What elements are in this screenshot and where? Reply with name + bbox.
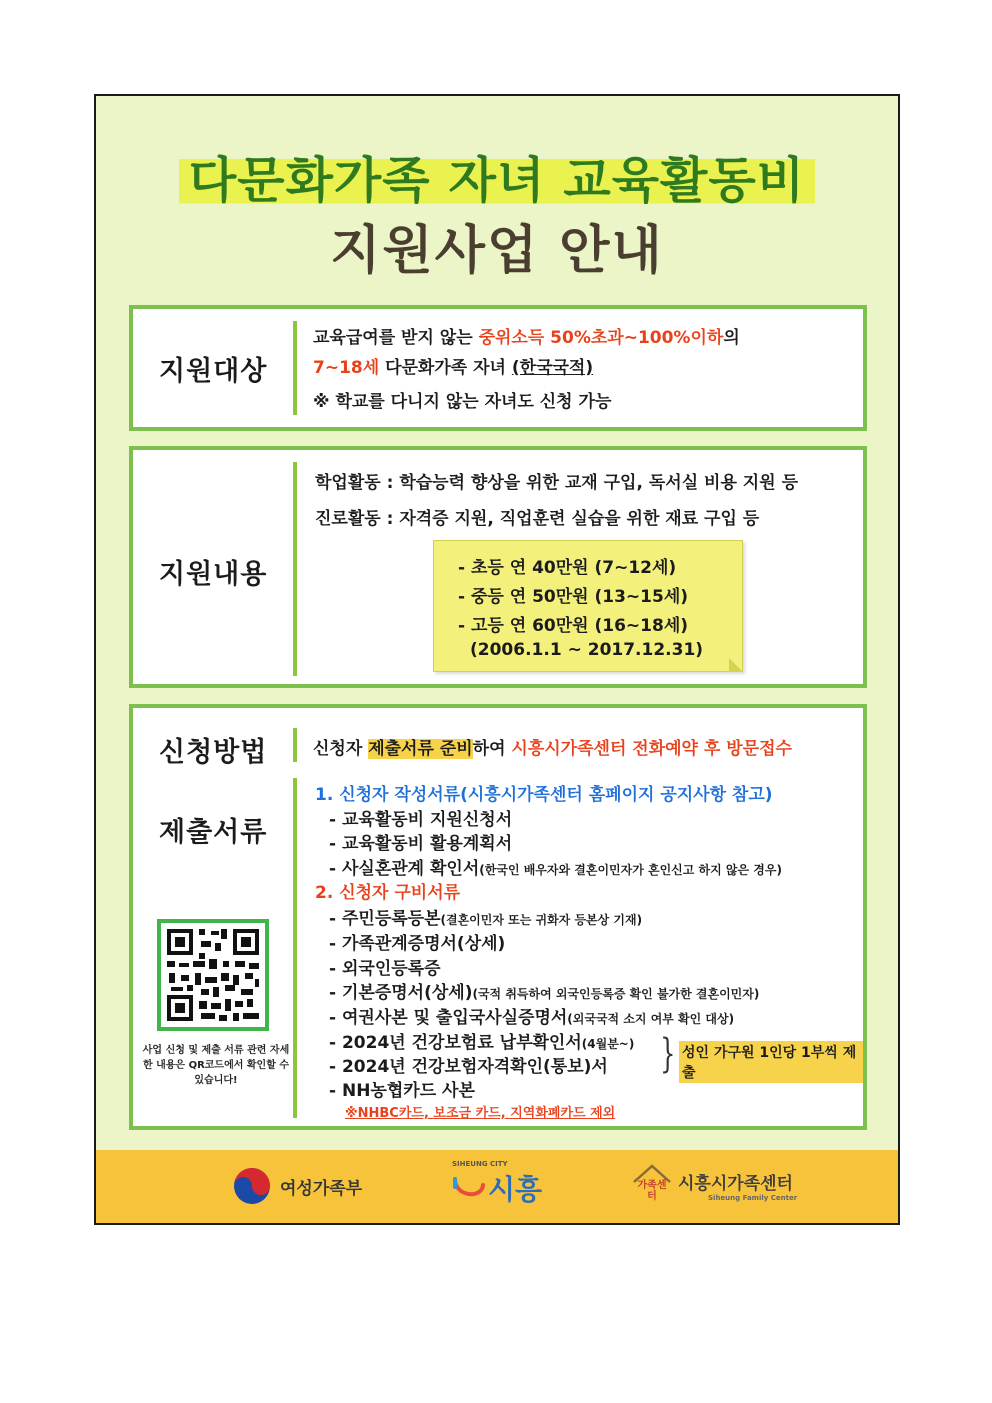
doc-item: - NH농협카드 사본	[329, 1081, 475, 1101]
divider	[293, 321, 297, 415]
doc-item: - 가족관계증명서(상세)	[329, 934, 506, 954]
qr-code-image	[161, 923, 265, 1027]
brace: }	[660, 1031, 676, 1077]
target-line1: 교육급여를 받지 않는 중위소득 50%초과~100%이하의	[313, 328, 740, 348]
birth-range: (2006.1.1 ~ 2017.12.31)	[470, 640, 704, 660]
city-smile-icon	[452, 1173, 486, 1203]
method-text: 신청자 제출서류 준비하여 시흥시가족센터 전화예약 후 방문접수	[313, 739, 792, 759]
title-line2: 지원사업 안내	[330, 221, 664, 281]
amount-elementary: - 초등 연 40만원 (7~12세)	[458, 558, 677, 578]
content-line2: 진로활동 : 자격증 지원, 직업훈련 실습을 위한 재료 구입 등	[315, 509, 760, 529]
doc-item: - 여권사본 및 출입국사실증명서(외국국적 소지 여부 확인 대상)	[329, 1008, 735, 1028]
amount-note	[433, 540, 743, 672]
center-name: 시흥시가족센터	[678, 1173, 793, 1194]
docs-section1-title: 1. 신청자 작성서류(시흥시가족센터 홈페이지 공지사항 참고)	[315, 785, 773, 805]
apply-panel	[129, 704, 867, 1130]
docs-section2-title: 2. 신청자 구비서류	[315, 883, 461, 903]
content-label: 지원내용	[159, 559, 268, 590]
taegeuk-icon	[232, 1166, 272, 1206]
amount-middle: - 중등 연 50만원 (13~15세)	[458, 587, 689, 607]
doc-item: - 교육활동비 지원신청서	[329, 810, 513, 830]
card-exclusion-note: ※NHBC카드, 보조금 카드, 지역화폐카드 제외	[345, 1106, 616, 1121]
target-panel	[129, 305, 867, 431]
city-name: 시흥	[488, 1173, 543, 1206]
poster	[94, 94, 900, 1225]
content-panel	[129, 446, 867, 688]
divider	[293, 462, 297, 676]
docs-label: 제출서류	[159, 817, 268, 848]
doc-item: - 주민등록등본(결혼이민자 또는 귀화자 등본상 기재)	[329, 909, 643, 929]
doc-item: - 2024년 건강보험료 납부확인서(4월분~)	[329, 1033, 635, 1053]
doc-item: - 교육활동비 활용계획서	[329, 834, 513, 854]
method-label: 신청방법	[159, 737, 268, 768]
ministry-logo	[232, 1166, 362, 1206]
doc-item: - 외국인등록증	[329, 959, 441, 979]
note-fold	[729, 658, 743, 672]
city-logo-small: SIHEUNG CITY	[452, 1160, 508, 1168]
doc-item: - 2024년 건강보험자격확인(통보)서	[329, 1057, 608, 1077]
house-icon-text: 가족센터	[637, 1180, 667, 1202]
footer	[96, 1150, 898, 1225]
house-icon	[630, 1162, 674, 1208]
qr-code[interactable]	[157, 919, 269, 1031]
content-line1: 학업활동 : 학습능력 향상을 위한 교재 구입, 독서실 비용 지원 등	[315, 473, 798, 493]
divider	[293, 778, 297, 1118]
qr-caption: 사업 신청 및 제출 서류 관련 자세한 내용은 QR코드에서 확인할 수 있습니다!	[142, 1045, 290, 1086]
target-label: 지원대상	[159, 356, 268, 387]
target-line2: 7~18세 다문화가족 자녀 (한국국적)	[313, 358, 594, 378]
title-line1: 다문화가족 자녀 교육활동비	[96, 142, 898, 212]
ministry-name: 여성가족부	[280, 1178, 363, 1199]
doc-item: - 사실혼관계 확인서(한국인 배우자와 결혼이민자가 혼인신고 하지 않은 경우)	[329, 859, 782, 879]
doc-item: - 기본증명서(상세)(국적 취득하여 외국인등록증 확인 불가한 결혼이민자)	[329, 983, 760, 1003]
center-subname: Siheung Family Center	[708, 1193, 798, 1202]
amount-high: - 고등 연 60만원 (16~18세)	[458, 616, 689, 636]
city-logo	[452, 1160, 542, 1208]
target-note: ※ 학교를 다니지 않는 자녀도 신청 가능	[313, 392, 612, 412]
center-logo	[630, 1162, 797, 1208]
divider	[293, 728, 297, 762]
adult-note: 성인 가구원 1인당 1부씩 제출	[679, 1041, 863, 1083]
